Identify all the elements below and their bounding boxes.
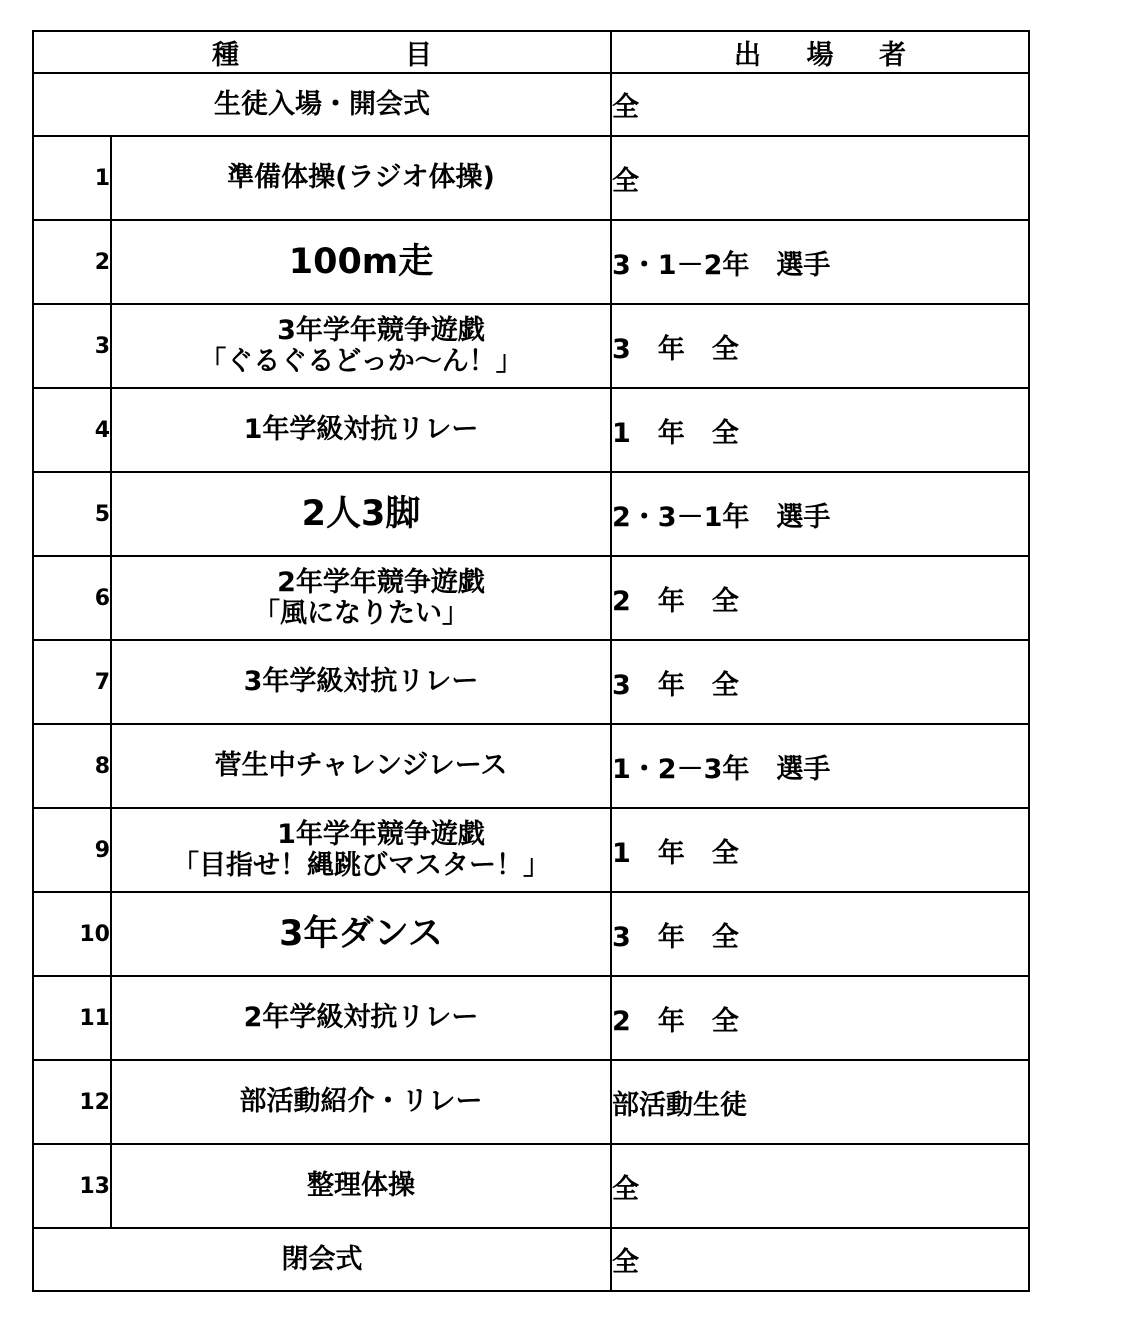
item-number: 10 [33,892,111,976]
item-event-line1: 2年学年競争遊戯 [277,566,485,598]
item-participants: 全 [611,1144,1029,1228]
event-column-header [33,31,611,73]
item-event-line1: 3年学年競争遊戯 [277,314,485,346]
item-number: 9 [33,808,111,892]
item-event: 100m走 [111,220,611,304]
participant-column-header [611,31,1029,73]
item-event: 準備体操(ラジオ体操) [111,136,611,220]
program-table [32,30,1030,1292]
table-row [33,976,1029,1060]
item-number: 8 [33,724,111,808]
item-number: 6 [33,556,111,640]
item-event: 2年学級対抗リレー [111,976,611,1060]
item-participants: 2・3－1年 選手 [611,472,1029,556]
table-row [33,556,1029,640]
table-row [33,1144,1029,1228]
item-event-line2: 「風になりたい」 [253,598,469,629]
table-row [33,136,1029,220]
closing-participants: 全 [611,1228,1029,1291]
item-event: 菅生中チャレンジレース [111,724,611,808]
item-event [111,808,611,892]
item-participants: 2 年 全 [611,976,1029,1060]
event-header-char: 種 [212,39,239,71]
item-event: 1年学級対抗リレー [111,388,611,472]
participant-header-char: 者 [879,39,906,71]
item-event: 2人3脚 [111,472,611,556]
table-row [33,892,1029,976]
item-participants: 1・2－3年 選手 [611,724,1029,808]
item-participants: 全 [611,136,1029,220]
item-number: 12 [33,1060,111,1144]
table-row [33,1060,1029,1144]
item-participants: 1 年 全 [611,808,1029,892]
header-row [33,31,1029,73]
item-participants: 1 年 全 [611,388,1029,472]
item-event [111,556,611,640]
item-number: 4 [33,388,111,472]
item-number: 7 [33,640,111,724]
item-event-line2: 「ぐるぐるどっか～ん！」 [199,346,523,377]
item-number: 13 [33,1144,111,1228]
participant-header-char: 出 [734,39,761,71]
item-participants: 3 年 全 [611,640,1029,724]
item-participants: 3 年 全 [611,304,1029,388]
event-header-char: 目 [405,39,432,71]
item-event: 3年ダンス [111,892,611,976]
table-row [33,808,1029,892]
item-event-line1: 1年学年競争遊戯 [277,818,485,850]
item-participants: 3 年 全 [611,892,1029,976]
item-event-line2: 「目指せ！縄跳びマスター！」 [172,850,550,881]
item-number: 11 [33,976,111,1060]
item-number: 1 [33,136,111,220]
item-event: 部活動紹介・リレー [111,1060,611,1144]
table-row [33,304,1029,388]
table-row [33,388,1029,472]
item-number: 5 [33,472,111,556]
item-event: 整理体操 [111,1144,611,1228]
item-participants: 2 年 全 [611,556,1029,640]
opening-event: 生徒入場・開会式 [33,73,611,136]
item-event [111,304,611,388]
table-row [33,472,1029,556]
participant-header-char: 場 [806,39,834,71]
item-number: 2 [33,220,111,304]
item-participants: 3・1－2年 選手 [611,220,1029,304]
closing-row [33,1228,1029,1291]
closing-event: 閉会式 [33,1228,611,1291]
item-participants: 部活動生徒 [611,1060,1029,1144]
opening-participants: 全 [611,73,1029,136]
item-number: 3 [33,304,111,388]
table-row [33,724,1029,808]
item-event: 3年学級対抗リレー [111,640,611,724]
opening-row [33,73,1029,136]
table-row [33,220,1029,304]
table-row [33,640,1029,724]
